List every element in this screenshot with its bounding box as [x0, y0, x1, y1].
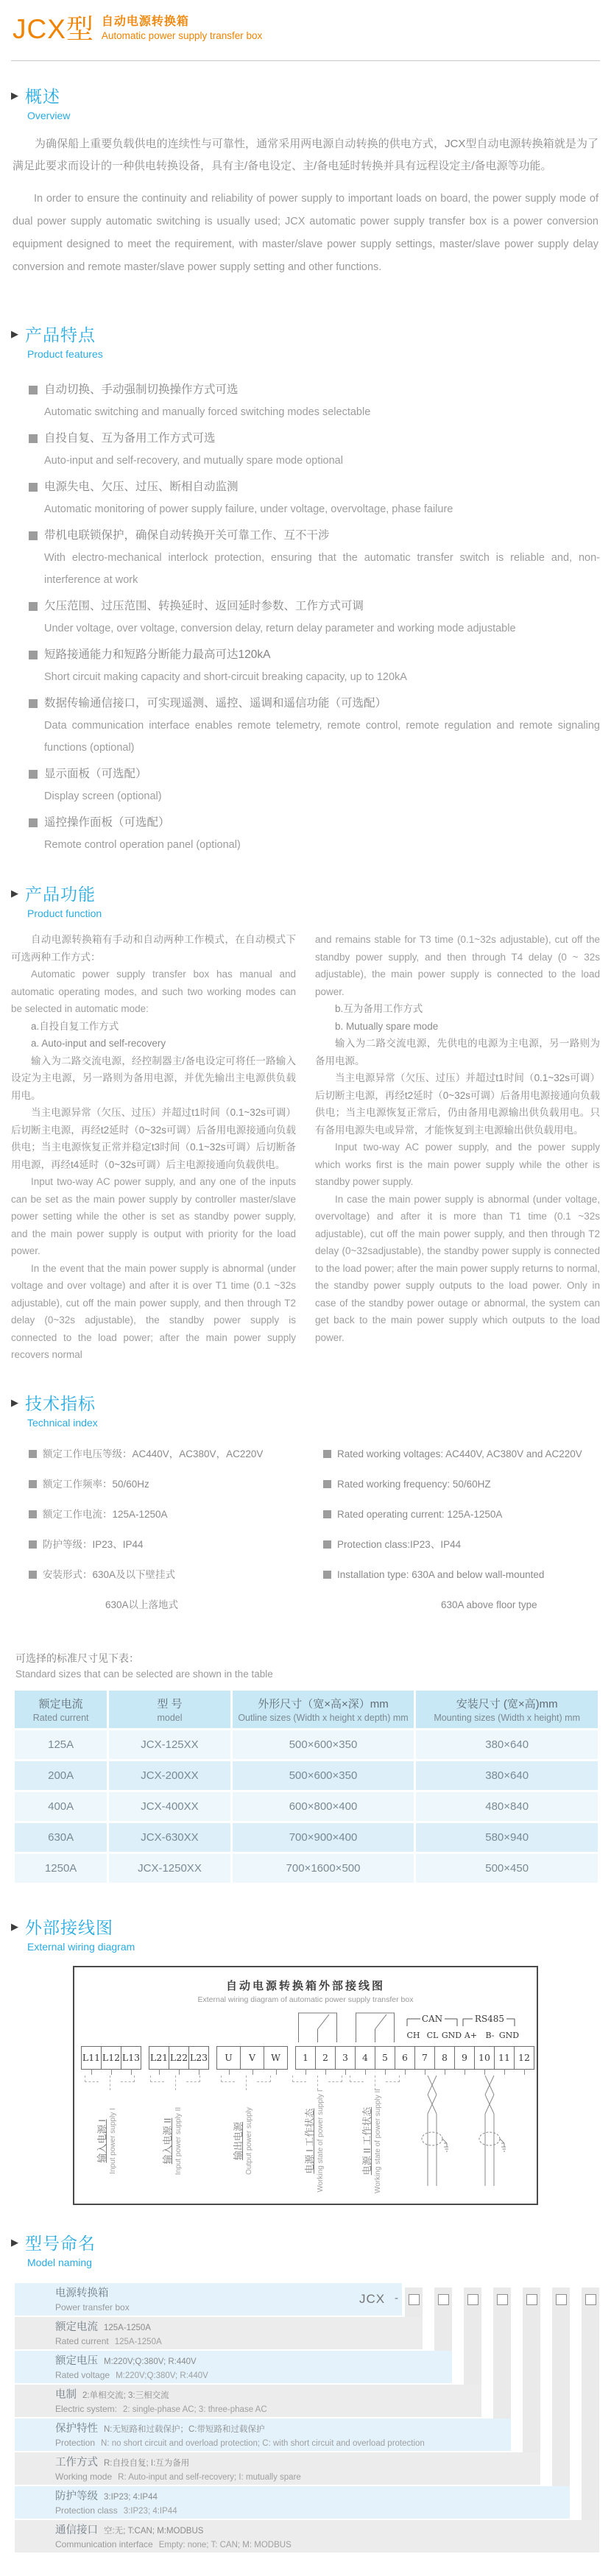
pin-label: GND	[498, 2030, 520, 2040]
cell: JCX-1250XX	[109, 1854, 230, 1883]
tech-item	[323, 1475, 600, 1494]
function-paragraph: Automatic power supply transfer box has manual and automatic operating modes, and such two working modes can be selected in automatic mode:	[11, 969, 296, 1014]
tech-item-text: 630A above floor type	[441, 1599, 537, 1610]
feature-en: Display screen (optional)	[44, 790, 162, 802]
naming-en-value: 125A-1250A	[114, 2337, 162, 2346]
bullet-square-icon	[323, 1450, 331, 1458]
function-paragraph: 当主电源异常（欠压、过压）并超过t1时间（0.1~32s可调）后切断主电源，再经t2延时（0~32s可调）后备用电源接通向负载供电；当主电源恢复正常并稳定t3时间（0.1~32s可调）后切断备用电源，再经t4延时（0~32s可调）后主电源接通向负载供电。	[11, 1107, 296, 1170]
features-heading-en: Product features	[27, 348, 103, 360]
overview-heading-cn: 概述	[25, 87, 60, 106]
feature-cn: 欠压范围、过压范围、转换延时、返回延时参数、工作方式可调	[44, 600, 364, 612]
product-title-en: Automatic power supply transfer box	[101, 30, 263, 41]
naming-en-value: N: no short circuit and overload protection; C: with short circuit and overload protection	[101, 2438, 425, 2448]
naming-en-label: Protection class	[55, 2505, 118, 2516]
code-box	[438, 2294, 449, 2305]
terminal: L11	[81, 2046, 102, 2070]
section-overview-heading	[11, 83, 600, 121]
header-divider	[11, 60, 600, 61]
feature-en: Data communication interface enables remote telemetry, remote control, remote regulation and remote signaling functions (optional)	[44, 720, 600, 754]
overview-heading-en: Overview	[27, 110, 71, 121]
cell: 400A	[15, 1792, 107, 1821]
feature-cn: 数据传输通信接口，可实现遥测、遥控、遥调和遥信功能（可选配）	[44, 697, 387, 710]
code-box	[467, 2294, 478, 2305]
terminal-group-input1	[81, 2046, 141, 2070]
sizes-intro-cn: 可选择的标准尺寸见下表：	[15, 1652, 139, 1664]
cell: JCX-200XX	[109, 1761, 230, 1790]
bullet-square-icon	[29, 651, 38, 659]
feature-item	[29, 763, 600, 807]
terminal: W	[264, 2046, 288, 2070]
sizes-intro-en: Standard sizes that can be selected are shown in the table	[15, 1668, 273, 1680]
tech-item	[29, 1535, 323, 1554]
tech-item	[29, 1445, 323, 1464]
group-label-input1	[96, 2086, 124, 2196]
tech-item-text: 防护等级：IP23、IP44	[43, 1538, 144, 1550]
terminal: 10	[474, 2046, 495, 2070]
feature-item	[29, 595, 600, 640]
naming-cn-label: 电源转换箱	[55, 2287, 109, 2299]
naming-en-label: Protection	[55, 2437, 96, 2448]
naming-cn-value: 3:IP23; 4:IP44	[104, 2492, 158, 2502]
table-row	[15, 1792, 598, 1821]
naming-cn-value: 125A-1250A	[104, 2323, 151, 2332]
feature-en: With electro-mechanical interlock protection, ensuring that the automatic transfer switch is reliable and, non-interference at work	[44, 552, 600, 586]
terminal: 4	[355, 2046, 375, 2070]
group-label-en: Working state of power supply I	[317, 2089, 325, 2193]
bracket-hook	[121, 2076, 135, 2082]
naming-en-label: Power transfer box	[55, 2301, 130, 2313]
overview-paragraph-cn: 为确保船上重要负载供电的连续性与可靠性，通常采用两电源自动转换的供电方式，JCX型自动电源转换箱就是为了满足此要求而设计的一种供电转换设备，具有主/备电设定、主/备电延时转换并具有远程设定主/备电源等功能。	[13, 138, 598, 172]
naming-cn-label: 防护等级	[55, 2490, 98, 2502]
pin-label: CL	[426, 2030, 439, 2040]
triangle-icon: ▶	[11, 1920, 18, 1932]
cell: 700×1600×500	[233, 1854, 414, 1883]
features-list	[29, 379, 600, 856]
feature-cn: 短路接通能力和短路分断能力最高可达120kA	[44, 648, 271, 661]
function-paragraph: and remains stable for T3 time (0.1~32s adjustable), cut off the standby power supply, and then through T4 delay (0 ~ 32s adjustable), the main power supply is connected to the load power.	[315, 934, 600, 997]
section-wiring-heading	[11, 1914, 600, 1953]
cell: 700×900×400	[233, 1823, 414, 1852]
bracket-hook	[292, 2076, 306, 2082]
cell: 125A	[15, 1730, 107, 1759]
tech-item	[323, 1535, 600, 1554]
naming-row	[15, 2283, 402, 2315]
cell: JCX-125XX	[109, 1730, 230, 1759]
naming-row	[15, 2385, 481, 2417]
naming-row	[15, 2520, 599, 2552]
function-subitem: a.自投自复工作方式	[31, 1020, 119, 1032]
group-label-state1	[303, 2086, 331, 2196]
bullet-square-icon	[29, 1480, 37, 1488]
tech-item-text: 安装形式：630A及以下壁挂式	[43, 1568, 176, 1580]
tech-item-text: Rated working voltages: AC440V, AC380V and AC220V	[337, 1448, 582, 1459]
terminal-group-output	[216, 2046, 288, 2070]
cell: 630A	[15, 1823, 107, 1852]
bullet-square-icon	[29, 818, 38, 827]
function-heading-cn: 产品功能	[25, 885, 96, 904]
cell: 500×600×350	[233, 1761, 414, 1790]
naming-en-label: Communication interface	[55, 2538, 153, 2550]
feature-cn: 带机电联锁保护，确保自动转换开关可靠工作、互不干涉	[44, 529, 330, 542]
feature-item	[29, 525, 600, 591]
feature-cn: 显示面板（可选配）	[44, 768, 147, 780]
cell: 200A	[15, 1761, 107, 1790]
header	[11, 9, 600, 50]
naming-en-label: Rated current	[55, 2335, 109, 2346]
terminal: L21	[149, 2046, 169, 2070]
feature-en: Automatic switching and manually forced switching modes selectable	[44, 406, 371, 418]
naming-en-value: 3:IP23; 4:IP44	[123, 2506, 177, 2516]
naming-en-value: Empty: none; T: CAN; M: MODBUS	[158, 2540, 292, 2550]
group-label-en: Output power supply	[245, 2106, 253, 2175]
bullet-square-icon	[29, 483, 38, 492]
function-subitem: a. Auto-input and self-recovery	[31, 1038, 166, 1049]
group-label-cn: 输出电源	[233, 2121, 244, 2160]
cell: 600×800×400	[233, 1792, 414, 1821]
naming-en-value: M:220V;Q:380V; R:440V	[116, 2371, 208, 2380]
terminal: 9	[454, 2046, 475, 2070]
tech-item-text: Rated working frequency: 50/60HZ	[337, 1478, 491, 1490]
naming-cn-value: R:自投自复; I:互为备用	[104, 2458, 190, 2468]
tech-item	[323, 1445, 600, 1464]
tech-item-text: 630A以上落地式	[105, 1599, 179, 1610]
feature-cn: 自投自复、互为备用工作方式可选	[44, 432, 216, 445]
section-features-heading	[11, 322, 600, 360]
tech-item	[29, 1565, 323, 1585]
bullet-square-icon	[29, 770, 38, 779]
function-paragraph: 当主电源异常（欠压、过压）并超过t1时间（0.1~32s可调）后切断主电源，再经t2延时（0~32s可调）后备用电源接通向负载供电；当主电源恢复正常后，仍由备用电源输出供负载用电。只有备用电源失电或异常，才能恢复到主电源输出供负载用电。	[315, 1072, 600, 1136]
naming-row	[15, 2418, 511, 2451]
tech-item-continuation	[29, 1596, 323, 1615]
tech-item-continuation	[323, 1596, 600, 1615]
group-label-en: Input power supply II	[174, 2106, 183, 2175]
bracket-hook	[85, 2076, 99, 2082]
triangle-icon: ▶	[11, 888, 18, 899]
feature-en: Short circuit making capacity and short-circuit breaking capacity, up to 120kA	[44, 671, 407, 683]
terminal: L22	[169, 2046, 189, 2070]
group-label-cn: 输入电源 II	[162, 2117, 173, 2164]
product-model: JCX型	[13, 14, 94, 44]
naming-heading-en: Model naming	[27, 2256, 92, 2268]
terminal: 7	[414, 2046, 435, 2070]
tech-heading-cn: 技术指标	[25, 1393, 96, 1413]
wiring-diagram-box	[73, 1966, 538, 2205]
pin-label: CH	[406, 2030, 420, 2040]
tech-item-text: 额定工作电流：125A-1250A	[43, 1508, 168, 1520]
feature-en: Auto-input and self-recovery, and mutually spare mode optional	[44, 455, 343, 467]
tech-item-text: Installation type: 630A and below wall-mounted	[337, 1568, 545, 1580]
naming-cn-value: M:220V;Q:380V; R:440V	[104, 2357, 197, 2366]
group-label-en: Working state of power supply II	[374, 2088, 382, 2193]
group-label-cn: 输入电源 I	[96, 2118, 107, 2163]
function-paragraph: 输入为二路交流电源，经控制器主/备电设定可将任一路输入设定为主电源，另一路则为备用电源，并优先输出主电源供负载用电。	[11, 1055, 296, 1101]
bracket-hook	[150, 2076, 164, 2082]
cell: 480×840	[416, 1792, 598, 1821]
table-row	[15, 1761, 598, 1790]
diagram-title-en: External wiring diagram of automatic power supply transfer box	[197, 1995, 414, 2004]
tech-right-column	[323, 1445, 600, 1626]
terminal: L23	[188, 2046, 209, 2070]
naming-row	[15, 2317, 423, 2349]
code-strip	[552, 2287, 570, 2519]
bullet-square-icon	[323, 1510, 331, 1518]
section-function-heading	[11, 881, 600, 919]
terminal: 3	[335, 2046, 356, 2070]
naming-row	[15, 2351, 452, 2383]
naming-en-label: Rated voltage	[55, 2369, 110, 2380]
code-box	[526, 2294, 537, 2305]
naming-row	[15, 2452, 540, 2485]
naming-row	[15, 2486, 570, 2519]
function-paragraph: 自动电源转换箱有手动和自动两种工作模式，在自动模式下可选两种工作方式：	[11, 934, 296, 963]
group-label-output	[232, 2086, 260, 2196]
tech-item-text: 额定工作频率：50/60Hz	[43, 1478, 149, 1490]
function-paragraph: 输入为二路交流电源，先供电的电源为主电源，另一路则为备用电源。	[315, 1038, 600, 1066]
cell: 380×640	[416, 1761, 598, 1790]
function-paragraph: Input two-way AC power supply, and the power supply which works first is the main power supply while the other is standby power supply.	[315, 1142, 600, 1187]
cell: 380×640	[416, 1730, 598, 1759]
function-subitem: b.互为备用工作方式	[335, 1003, 423, 1014]
group-label-cn: 电源 II 工作状态	[361, 2106, 372, 2175]
pin-label: A+	[464, 2030, 478, 2040]
bullet-square-icon	[29, 1571, 37, 1579]
section-tech-heading	[11, 1390, 600, 1429]
function-columns	[11, 931, 600, 1364]
bullet-square-icon	[29, 699, 38, 708]
naming-cn-label: 通信接口	[55, 2524, 98, 2536]
table-row	[15, 1854, 598, 1883]
function-right-column	[315, 931, 600, 1364]
col-rated-current: 额定电流 Rated current	[15, 1691, 107, 1728]
terminal: V	[240, 2046, 264, 2070]
bullet-square-icon	[323, 1540, 331, 1549]
rs485-bus-label: RS485	[474, 2013, 505, 2024]
diagram-lower-labels	[74, 2076, 537, 2199]
cell: 500×600×350	[233, 1730, 414, 1759]
feature-cn: 遥控操作面板（可选配）	[44, 816, 170, 829]
naming-cn-label: 电制	[55, 2388, 77, 2401]
function-left-column	[11, 931, 296, 1364]
terminal: 12	[514, 2046, 534, 2070]
model-dash: -	[395, 2291, 398, 2304]
naming-en-label: Electric system:	[55, 2403, 118, 2414]
bullet-square-icon	[29, 1510, 37, 1518]
col-model: 型 号 model	[109, 1691, 230, 1728]
tech-columns	[29, 1445, 600, 1626]
diagram-title-cn: 自动电源转换箱外部接线图	[225, 1978, 385, 1992]
terminal: 2	[315, 2046, 336, 2070]
tech-item	[323, 1505, 600, 1524]
bracket-hook	[386, 2076, 400, 2082]
datasheet-page	[11, 0, 600, 2561]
group-label-cn: 电源 I 工作状态	[304, 2108, 315, 2173]
bullet-square-icon	[29, 434, 38, 443]
col-outline-sizes: 外形尺寸（宽×高×深）mm Outline sizes (Width x height x depth) mm	[233, 1691, 414, 1728]
bullet-square-icon	[323, 1571, 331, 1579]
table-row	[15, 1823, 598, 1852]
tech-item	[29, 1475, 323, 1494]
terminal: U	[216, 2046, 241, 2070]
feature-en: Under voltage, over voltage, conversion delay, return delay parameter and working mode adjustable	[44, 623, 516, 634]
overview-paragraph-en: In order to ensure the continuity and reliability of power supply to important loads on board, the power supply mode of dual power supply automatic switching is usually used; JCX automatic power supply transfer box is a power conversion equipment designed to meet the requirement, with master/slave power supply settings, master/slave power supply delay conversion and remote master/slave power supply setting and other functions.	[13, 193, 598, 273]
bracket-hook	[186, 2076, 200, 2082]
naming-en-value: R: Auto-input and self-recovery; I: mutually spare	[118, 2472, 301, 2482]
section-naming-heading	[11, 2230, 600, 2268]
code-box	[409, 2294, 420, 2305]
naming-cn-value: N:无短路和过载保护；C:带短路和过载保护	[104, 2424, 265, 2434]
cell: 580×940	[416, 1823, 598, 1852]
bracket-hook	[350, 2076, 364, 2082]
standard-sizes-table	[13, 1688, 600, 1885]
can-bus-label: CAN	[421, 2013, 443, 2024]
bracket-hook	[328, 2076, 342, 2082]
bracket-hook	[257, 2076, 271, 2082]
terminal: 8	[434, 2046, 455, 2070]
bracket-hook	[221, 2076, 235, 2082]
naming-en-label: Working mode	[55, 2471, 113, 2482]
group-label-en: Input power supply I	[109, 2107, 117, 2174]
model-naming-chart	[15, 2283, 600, 2561]
group-label-input2	[161, 2086, 189, 2196]
function-subitem: b. Mutually spare mode	[335, 1020, 439, 1032]
feature-item	[29, 428, 600, 472]
function-paragraph: Input two-way AC power supply, and any one of the inputs can be set as the main power supply by controller master/slave power setting while the other is set as standby power supply, and the main power supply is output with priority for the load power.	[11, 1176, 296, 1256]
cell: 500×450	[416, 1854, 598, 1883]
terminal: 11	[494, 2046, 515, 2070]
triangle-icon: ▶	[11, 2236, 18, 2248]
feature-en: Remote control operation panel (optional)	[44, 839, 241, 851]
cell: JCX-630XX	[109, 1823, 230, 1852]
code-box	[585, 2294, 596, 2305]
function-heading-en: Product function	[27, 907, 102, 919]
feature-item	[29, 379, 600, 423]
wiring-heading-en: External wiring diagram	[27, 1940, 135, 1953]
naming-cn-value: 2:单相交流; 3:三相交流	[82, 2391, 169, 2400]
feature-cn: 自动切换、手动强制切换操作方式可选	[44, 383, 239, 396]
tech-item	[29, 1505, 323, 1524]
group-label-state2	[361, 2086, 389, 2196]
bullet-square-icon	[29, 386, 38, 394]
code-strip	[582, 2287, 599, 2552]
naming-cn-label: 额定电压	[55, 2354, 98, 2367]
table-row	[15, 1730, 598, 1759]
terminal: 5	[375, 2046, 395, 2070]
tech-heading-en: Technical index	[27, 1416, 98, 1429]
feature-item	[29, 812, 600, 856]
code-box	[497, 2294, 508, 2305]
terminal-group-signals	[295, 2046, 534, 2070]
naming-cn-label: 额定电流	[55, 2321, 98, 2333]
col-mounting-sizes: 安装尺寸 (宽×高)mm Mounting sizes (Width x height) mm	[416, 1691, 598, 1728]
terminal: L13	[121, 2046, 141, 2070]
feature-item	[29, 476, 600, 520]
header-titles	[102, 9, 262, 41]
tech-item-text: Rated operating current: 125A-1250A	[337, 1508, 503, 1520]
bullet-square-icon	[29, 1540, 37, 1549]
pin-label: GND	[441, 2030, 462, 2040]
bullet-square-icon	[29, 531, 38, 540]
table-header-row	[15, 1691, 598, 1728]
triangle-icon: ▶	[11, 90, 18, 101]
product-title-cn: 自动电源转换箱	[101, 15, 189, 28]
twisted-pair-cable-icon	[419, 2076, 448, 2193]
diagram-upper-annotations	[74, 2004, 526, 2042]
feature-item	[29, 644, 600, 688]
bullet-square-icon	[29, 1450, 37, 1458]
terminal: 1	[295, 2046, 316, 2070]
tech-left-column	[29, 1445, 323, 1626]
feature-item	[29, 693, 600, 759]
cell: JCX-400XX	[109, 1792, 230, 1821]
code-box	[556, 2294, 567, 2305]
bullet-square-icon	[323, 1480, 331, 1488]
naming-cn-value: 空:无; T:CAN; M:MODBUS	[104, 2526, 204, 2536]
naming-cn-label: 保护特性	[55, 2422, 98, 2435]
function-paragraph: In case the main power supply is abnormal (under voltage, overvoltage) and after it is more than T1 time (0.1 ~32s adjustable), cut off the main power supply, and then through T2 delay (0~32sadjustable), the standby power supply is connected to the load power; after the main power supply returns to normal, the standby power supply outputs to the load power. Only in case of the standby power outage or abnormal, the system can get back to the main power supply which outputs to the load power.	[315, 1193, 600, 1343]
tech-item-text: 额定工作电压等级：AC440V，AC380V，AC220V	[43, 1448, 264, 1459]
pin-label: B-	[485, 2030, 495, 2040]
naming-cn-label: 工作方式	[55, 2456, 98, 2469]
feature-en: Automatic monitoring of power supply failure, under voltage, overvoltage, phase failure	[44, 503, 453, 515]
naming-heading-cn: 型号命名	[25, 2233, 96, 2253]
model-prefix: JCX	[359, 2291, 386, 2306]
triangle-icon: ▶	[11, 1396, 18, 1408]
twisted-pair-cable-icon	[476, 2076, 506, 2193]
cell: 1250A	[15, 1854, 107, 1883]
feature-cn: 电源失电、欠压、过压、断相自动监测	[44, 481, 239, 493]
tech-item-text: Protection class:IP23、IP44	[337, 1538, 462, 1550]
terminal: 6	[395, 2046, 415, 2070]
terminal-group-input2	[149, 2046, 209, 2070]
triangle-icon: ▶	[11, 328, 18, 339]
features-heading-cn: 产品特点	[25, 325, 96, 344]
function-paragraph: In the event that the main power supply is abnormal (under voltage and over voltage) and after it is over T1 time (0.1 ~32s adjustable), cut off the main power supply, and then through T2 delay (0~32s adjustable), the standby power supply is connected to the load power; after the main power supply recovers normal	[11, 1262, 296, 1360]
terminal: L12	[101, 2046, 121, 2070]
terminal-strip	[74, 2046, 537, 2070]
naming-en-value: 2: single-phase AC; 3: three-phase AC	[123, 2405, 267, 2414]
bullet-square-icon	[29, 602, 38, 611]
tech-item	[323, 1565, 600, 1585]
wiring-heading-cn: 外部接线图	[25, 1917, 113, 1937]
